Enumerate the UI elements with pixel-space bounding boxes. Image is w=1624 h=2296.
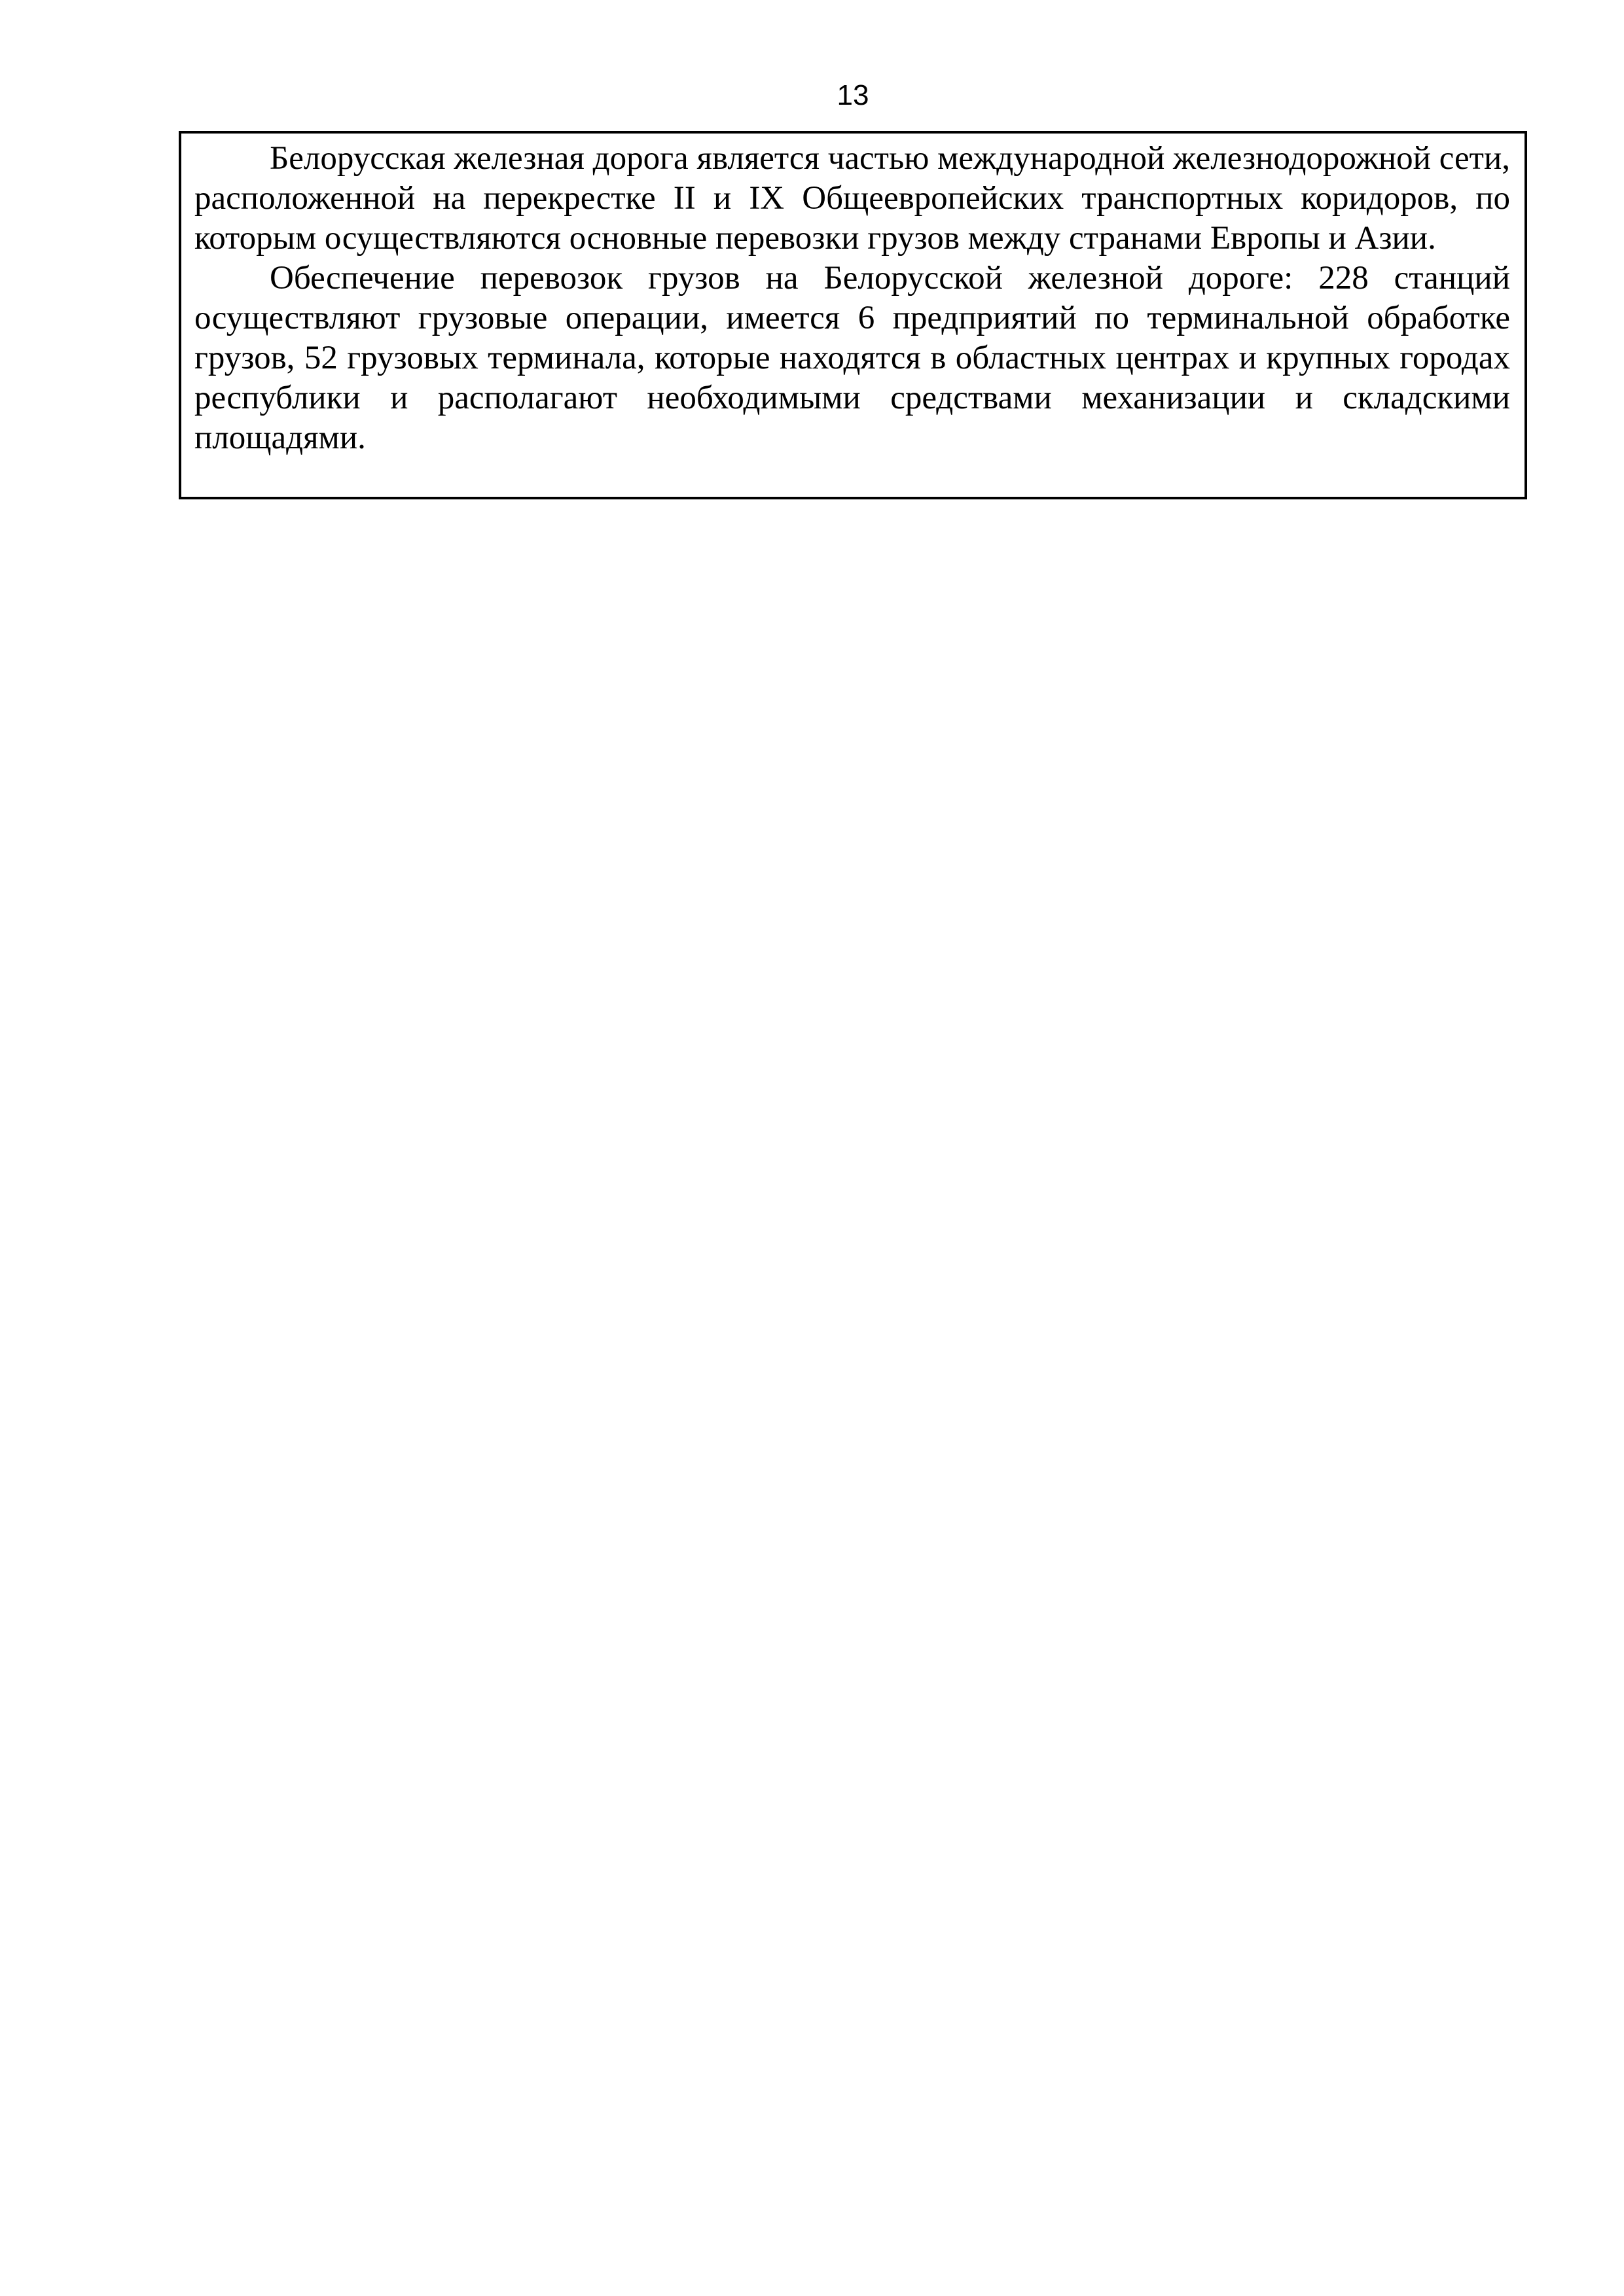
paragraph-freight-operations: Обеспечение перевозок грузов на Белорусской железной дороге: 228 станций осуществляют грузовые операции, имеется 6 предприятий по терминальной обработке грузов, 52 грузовых терминала, которые находятся в областных центрах и крупных городах республики и располагают необходимыми средствами механизации и складскими площадями.	[194, 260, 1510, 456]
paragraph-rail-network: Белорусская железная дорога является частью международной железнодорожной сети, расположенной на перекрестке II и IX Общеевропейских транспортных коридоров, по которым осуществляются основные перевозки грузов между странами Европы и Азии.	[194, 140, 1510, 257]
content-box	[179, 131, 1527, 499]
page-number: 13	[837, 79, 869, 111]
